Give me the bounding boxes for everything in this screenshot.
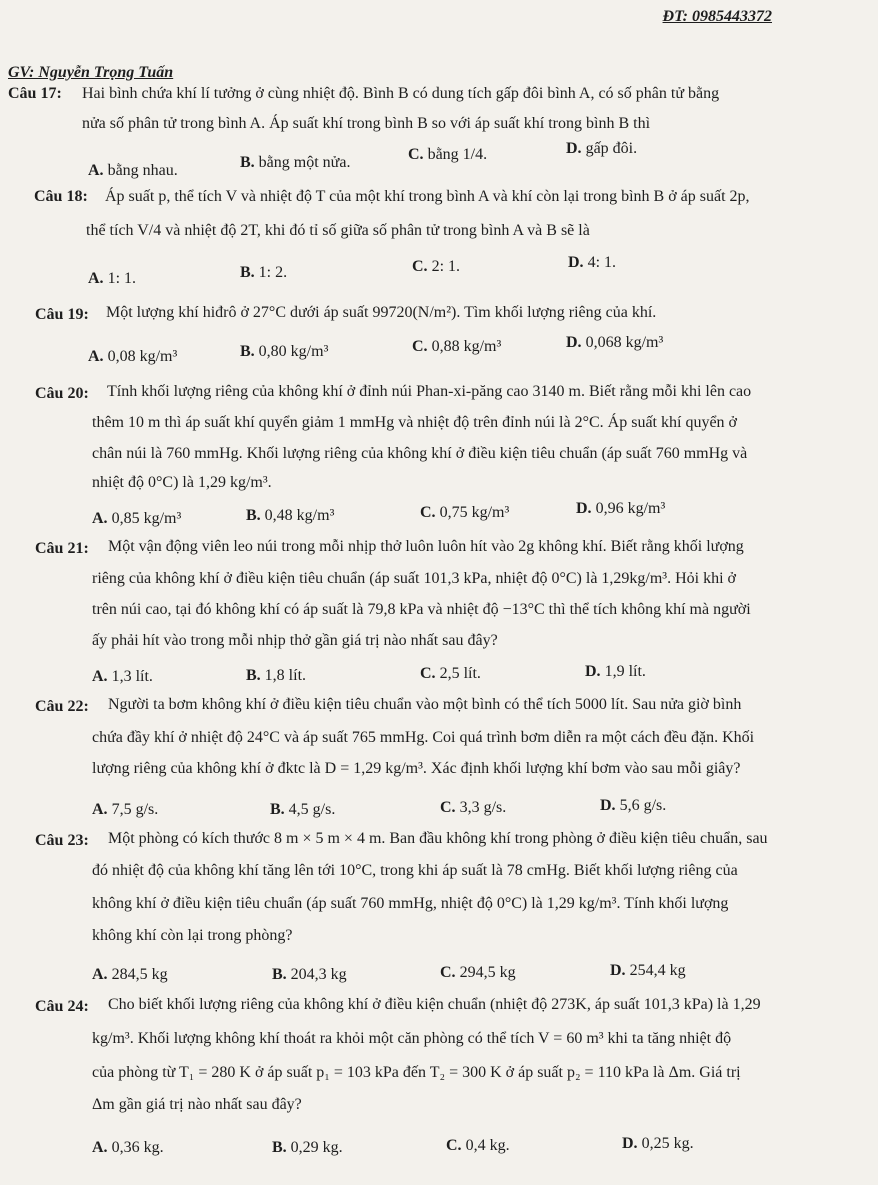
question-text-line: chứa đầy khí ở nhiệt độ 24°C và áp suất 765 mmHg. Coi quá trình bơm diễn ra một cách đều đặn. Khối	[92, 729, 755, 746]
option-text: 0,96 kg/m³	[595, 500, 666, 517]
option-text: 0,068 kg/m³	[585, 334, 664, 351]
option-key: A.	[88, 162, 104, 179]
option-b[interactable]	[272, 1139, 343, 1157]
option-text: bằng 1/4.	[427, 146, 488, 163]
option-text: 2,5 lít.	[439, 665, 481, 682]
option-key: A.	[92, 801, 108, 818]
question-text-line: ấy phải hít vào trong mỗi nhịp thở gần giá trị nào nhất sau đây?	[92, 632, 498, 649]
question-number: Câu 17:	[8, 85, 62, 102]
question-text-line: Một vận động viên leo núi trong mỗi nhịp thở luôn luôn hít vào 2g không khí. Biết rằng khối lượng	[108, 538, 744, 555]
option-d[interactable]	[568, 254, 616, 272]
option-text: bằng nhau.	[107, 162, 178, 179]
option-text: 254,4 kg	[629, 962, 686, 979]
question-text-line: chân núi là 760 mmHg. Khối lượng riêng của không khí ở điều kiện tiêu chuẩn (áp suất 760 mmHg và	[92, 445, 748, 462]
option-key: B.	[240, 343, 255, 360]
option-text: 1: 2.	[258, 264, 288, 281]
option-b[interactable]	[240, 343, 328, 361]
question-text-line: Áp suất p, thể tích V và nhiệt độ T của một khí trong bình A và khí còn lại trong bình B ở áp suất 2p,	[105, 188, 750, 205]
option-text: 0,36 kg.	[111, 1139, 164, 1156]
option-text: 1,3 lít.	[111, 668, 153, 685]
option-key: D.	[622, 1135, 638, 1152]
option-text: gấp đôi.	[585, 140, 638, 157]
question-number: Câu 19:	[35, 306, 89, 323]
option-b[interactable]	[246, 507, 334, 525]
question-text-line: riêng của không khí ở điều kiện tiêu chuẩn (áp suất 101,3 kPa, nhiệt độ 0°C) là 1,29kg/m³. Hỏi khi ở	[92, 570, 737, 587]
option-text: 0,29 kg.	[290, 1139, 343, 1156]
option-text: 1,8 lít.	[264, 667, 307, 684]
question-text-line: Một lượng khí hiđrô ở 27°C dưới áp suất 99720(N/m²). Tìm khối lượng riêng của khí.	[106, 304, 657, 321]
option-key: D.	[610, 962, 626, 979]
option-key: C.	[412, 338, 428, 355]
option-key: A.	[92, 510, 108, 527]
option-c[interactable]	[412, 258, 460, 276]
option-key: B.	[240, 264, 255, 281]
question-text-line: thể tích V/4 và nhiệt độ 2T, khi đó tỉ số giữa số phân tử trong bình A và B sẽ là	[86, 222, 590, 239]
question-text-line: thêm 10 m thì áp suất khí quyển giảm 1 mmHg và nhiệt độ trên đỉnh núi là 2°C. Áp suất khí quyển ở	[92, 414, 737, 431]
option-key: D.	[566, 140, 582, 157]
option-c[interactable]	[412, 338, 501, 356]
phone-header: ĐT: 0985443372	[662, 8, 772, 25]
option-text: 1: 1.	[107, 270, 137, 287]
option-text: 1,9 lít.	[604, 663, 646, 680]
option-key: C.	[408, 146, 424, 163]
question-text-line: không khí còn lại trong phòng?	[92, 927, 293, 944]
option-text: 0,85 kg/m³	[111, 510, 182, 527]
option-a[interactable]	[88, 348, 177, 366]
option-c[interactable]	[408, 146, 487, 164]
option-d[interactable]	[610, 962, 686, 980]
option-key: A.	[92, 668, 108, 685]
option-a[interactable]	[92, 668, 153, 686]
option-key: D.	[566, 334, 582, 351]
question-text-line: Δm gần giá trị nào nhất sau đây?	[92, 1096, 302, 1113]
question-text-line: nửa số phân tử trong bình A. Áp suất khí trong bình B so với áp suất khí trong bình B thì	[82, 115, 651, 132]
option-b[interactable]	[270, 801, 335, 819]
option-key: B.	[240, 154, 255, 171]
option-a[interactable]	[92, 510, 181, 528]
option-c[interactable]	[420, 665, 481, 683]
question-text-line: kg/m³. Khối lượng không khí thoát ra khỏi một căn phòng có thể tích V = 60 m³ khi ta tăng nhiệt độ	[92, 1030, 732, 1047]
question-number: Câu 24:	[35, 998, 89, 1015]
option-text: bằng một nửa.	[258, 154, 351, 171]
option-a[interactable]	[92, 1139, 164, 1157]
question-number: Câu 22:	[35, 698, 89, 715]
option-text: 7,5 g/s.	[111, 801, 159, 818]
option-text: 294,5 kg	[459, 964, 516, 981]
question-number: Câu 18:	[34, 188, 88, 205]
option-a[interactable]	[92, 801, 158, 819]
option-key: D.	[585, 663, 601, 680]
option-text: 204,3 kg	[290, 966, 347, 983]
question-text-line: trên núi cao, tại đó không khí có áp suất là 79,8 kPa và nhiệt độ −13°C thì thể tích không khí mà người	[92, 601, 751, 618]
option-text: 3,3 g/s.	[459, 799, 507, 816]
option-d[interactable]	[566, 334, 663, 352]
question-text-line: nhiệt độ 0°C) là 1,29 kg/m³.	[92, 474, 272, 491]
option-key: C.	[420, 665, 436, 682]
option-text: 0,4 kg.	[465, 1137, 510, 1154]
option-key: C.	[446, 1137, 462, 1154]
option-text: 2: 1.	[431, 258, 461, 275]
option-key: C.	[440, 799, 456, 816]
option-text: 284,5 kg	[111, 966, 168, 983]
option-b[interactable]	[246, 667, 306, 685]
option-text: 0,88 kg/m³	[431, 338, 502, 355]
option-text: 0,80 kg/m³	[258, 343, 329, 360]
option-text: 0,25 kg.	[641, 1135, 694, 1152]
option-text: 4,5 g/s.	[288, 801, 336, 818]
option-key: D.	[600, 797, 616, 814]
option-text: 0,08 kg/m³	[107, 348, 178, 365]
option-key: B.	[272, 966, 287, 983]
option-key: B.	[272, 1139, 287, 1156]
option-key: C.	[420, 504, 436, 521]
option-text: 4: 1.	[587, 254, 617, 271]
option-c[interactable]	[420, 504, 509, 522]
option-text: 0,75 kg/m³	[439, 504, 510, 521]
option-text: 5,6 g/s.	[619, 797, 667, 814]
question-text-line: Một phòng có kích thước 8 m × 5 m × 4 m. Ban đầu không khí trong phòng ở điều kiện tiêu chuẩn, sau	[108, 830, 768, 847]
question-text-line: đó nhiệt độ của không khí tăng lên tới 10°C, trong khi áp suất là 78 cmHg. Biết khối lượng riêng của	[92, 862, 738, 879]
option-key: A.	[88, 348, 104, 365]
option-key: B.	[270, 801, 285, 818]
question-text-line: không khí ở điều kiện tiêu chuẩn (áp suất 760 mmHg, nhiệt độ 0°C) là 1,29 kg/m³. Tính khối lượng	[92, 895, 729, 912]
option-key: C.	[440, 964, 456, 981]
option-key: B.	[246, 507, 261, 524]
option-a[interactable]	[88, 270, 136, 288]
option-a[interactable]	[92, 966, 168, 984]
option-d[interactable]	[622, 1135, 694, 1153]
option-c[interactable]	[440, 799, 506, 817]
option-d[interactable]	[600, 797, 666, 815]
option-a[interactable]	[88, 162, 178, 180]
option-key: A.	[92, 966, 108, 983]
option-key: D.	[568, 254, 584, 271]
option-key: A.	[88, 270, 104, 287]
question-text-line: Người ta bơm không khí ở điều kiện tiêu chuẩn vào một bình có thể tích 5000 lít. Sau nửa giờ bình	[108, 696, 742, 713]
option-key: B.	[246, 667, 261, 684]
question-number: Câu 20:	[35, 385, 89, 402]
option-d[interactable]	[576, 500, 665, 518]
teacher-header: GV: Nguyễn Trọng Tuấn	[8, 64, 174, 81]
question-text-line: Hai bình chứa khí lí tưởng ở cùng nhiệt độ. Bình B có dung tích gấp đôi bình A, có số phân tử bằng	[82, 85, 720, 102]
question-number: Câu 23:	[35, 832, 89, 849]
question-text-line: lượng riêng của không khí ở đktc là D = 1,29 kg/m³. Xác định khối lượng khí bơm vào sau mỗi giây?	[92, 760, 741, 777]
option-d[interactable]	[566, 140, 637, 158]
option-c[interactable]	[440, 964, 516, 982]
option-key: C.	[412, 258, 428, 275]
question-number: Câu 21:	[35, 540, 89, 557]
option-text: 0,48 kg/m³	[264, 507, 335, 524]
option-key: A.	[92, 1139, 108, 1156]
question-text-line: Cho biết khối lượng riêng của không khí ở điều kiện chuẩn (nhiệt độ 273K, áp suất 101,3 kPa) là 1,29	[108, 996, 761, 1013]
option-b[interactable]	[272, 966, 347, 984]
option-b[interactable]	[240, 264, 287, 282]
question-text-line: của phòng từ T₁ = 280 K ở áp suất p₁ = 103 kPa đến T₂ = 300 K ở áp suất p₂ = 110 kPa là Δm. Giá trị	[92, 1064, 741, 1081]
question-text-line: Tính khối lượng riêng của không khí ở đỉnh núi Phan-xi-păng cao 3140 m. Biết rằng mỗi khi lên cao	[107, 383, 752, 400]
option-b[interactable]	[240, 154, 350, 172]
option-d[interactable]	[585, 663, 646, 681]
option-c[interactable]	[446, 1137, 510, 1155]
option-key: D.	[576, 500, 592, 517]
